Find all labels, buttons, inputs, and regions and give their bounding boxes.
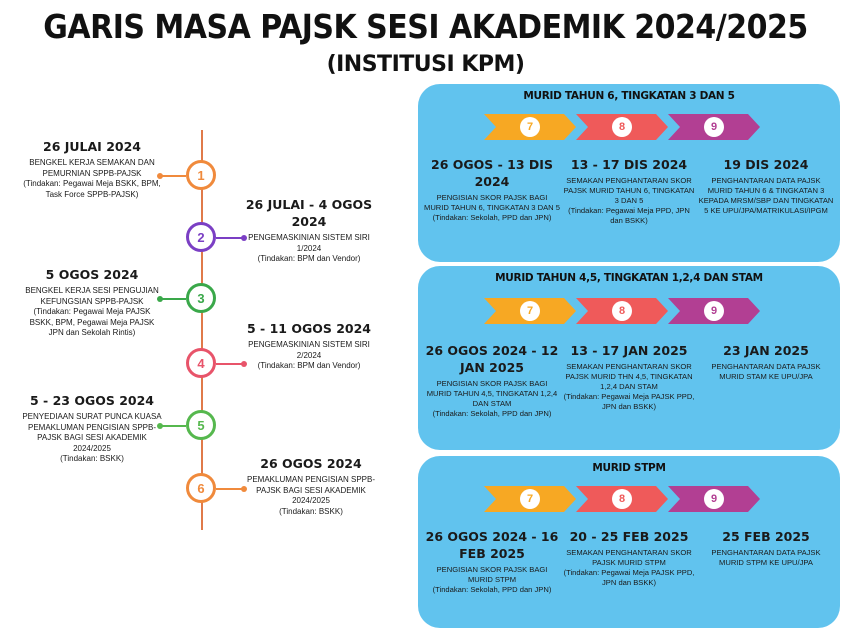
column-date: 13 - 17 JAN 2025: [570, 343, 688, 358]
connector-3: [160, 298, 186, 300]
node-number: 3: [197, 290, 205, 306]
item-desc: BENGKEL KERJA SESI PENGUJIAN KEFUNGSIAN SPPB-PAJSK: [25, 286, 159, 306]
item-action: (Tindakan: BSKK): [279, 506, 343, 516]
node-number: 4: [197, 355, 205, 371]
item-desc: PEMAKLUMAN PENGISIAN SPPB-PAJSK BAGI SESI AKADEMIK 2024/2025: [246, 475, 376, 505]
column-action: (Tindakan: Sekolah, PPD dan JPN): [432, 409, 552, 418]
node-number: 5: [197, 417, 205, 433]
panel-column-2: [561, 342, 697, 412]
column-desc: PENGISIAN SKOR PAJSK BAGI MURID TAHUN 4,5, TINGKATAN 1,2,4 DAN STAM: [426, 379, 558, 408]
node-number: 1: [197, 167, 205, 183]
column-date: 13 - 17 DIS 2024: [570, 157, 688, 172]
connector-4: [216, 363, 244, 365]
step-number: 8: [612, 301, 632, 321]
item-date: 5 - 23 OGOS 2024: [30, 393, 154, 408]
column-desc: SEMAKAN PENGHANTARAN SKOR PAJSK MURID THN 4,5, TINGKATAN 1,2,4 DAN STAM: [565, 362, 693, 391]
step-number: 9: [704, 117, 724, 137]
panel-title: MURID STPM: [592, 462, 666, 474]
step-number: 8: [612, 489, 632, 509]
item-date: 26 JULAI 2024: [43, 139, 141, 154]
step-9-arrow: [668, 298, 760, 324]
column-desc: PENGISIAN SKOR PAJSK BAGI MURID STPM: [436, 565, 548, 584]
node-number: 2: [197, 229, 205, 245]
panel-column-1: [424, 528, 560, 595]
timeline-item-6: [238, 455, 384, 517]
column-desc: PENGISIAN SKOR PAJSK BAGI MURID TAHUN 6, TINGKATAN 3 DAN 5: [424, 193, 561, 212]
column-date: 23 JAN 2025: [723, 343, 809, 358]
panel-column-3: [698, 528, 834, 568]
item-date: 5 - 11 OGOS 2024: [247, 321, 371, 336]
step-8-arrow: [576, 114, 668, 140]
column-action: (Tindakan: Sekolah, PPD dan JPN): [432, 585, 552, 594]
item-date: 5 OGOS 2024: [45, 267, 139, 282]
panel-column-1: [424, 342, 560, 419]
column-action: (Tindakan: Pegawai Meja PAJSK PPD, JPN dan BSKK): [563, 568, 695, 587]
panel-title: MURID TAHUN 6, TINGKATAN 3 DAN 5: [523, 90, 735, 102]
column-desc: SEMAKAN PENGHANTARAN SKOR PAJSK MURID TAHUN 6, TINGKATAN 3 DAN 5: [563, 176, 695, 205]
item-desc: PENYEDIAAN SURAT PUNCA KUASA PEMAKLUMAN PENGISIAN SPPB-PAJSK BAGI SESI AKADEMIK 2024/2025: [22, 412, 162, 453]
column-date: 26 OGOS - 13 DIS 2024: [431, 157, 553, 189]
node-number: 6: [197, 480, 205, 496]
panel-stpm: [418, 456, 840, 628]
page-title: GARIS MASA PAJSK SESI AKADEMIK 2024/2025: [43, 8, 808, 47]
timeline-item-5: [22, 392, 162, 465]
step-number: 7: [520, 117, 540, 137]
item-action: (Tindakan: Pegawai Meja PAJSK BSKK, BPM, Pegawai Meja PAJSK JPN dan Sekolah Rintis): [29, 307, 155, 337]
panel-tahun-6: [418, 84, 840, 262]
column-action: (Tindakan: Sekolah, PPD dan JPN): [432, 213, 552, 222]
panel-column-3: [698, 156, 834, 216]
step-7-arrow: [484, 486, 576, 512]
column-desc: PENGHANTARAN DATA PAJSK MURID STAM KE UPU/JPA: [711, 362, 821, 381]
column-desc: SEMAKAN PENGHANTARAN SKOR PAJSK MURID STPM: [566, 548, 692, 567]
panel-column-1: [424, 156, 560, 223]
step-9-arrow: [668, 486, 760, 512]
column-date: 19 DIS 2024: [723, 157, 809, 172]
item-desc: PENGEMASKINIAN SISTEM SIRI 1/2024: [248, 233, 370, 253]
item-action: (Tindakan: Pegawai Meja BSKK, BPM, Task Force SPPB-PAJSK): [23, 179, 161, 199]
timeline-item-2: [244, 196, 374, 265]
connector-1: [160, 175, 186, 177]
timeline-item-1: [22, 138, 162, 200]
timeline-node-6: [186, 473, 216, 503]
panel-column-2: [561, 156, 697, 226]
step-9-arrow: [668, 114, 760, 140]
timeline-node-2: [186, 222, 216, 252]
step-number: 8: [612, 117, 632, 137]
page-subtitle: (INSTITUSI KPM): [326, 52, 525, 77]
column-date: 26 OGOS 2024 - 12 JAN 2025: [425, 343, 559, 375]
column-date: 26 OGOS 2024 - 16 FEB 2025: [425, 529, 559, 561]
panel-tahun-4-5: [418, 266, 840, 450]
column-date: 25 FEB 2025: [722, 529, 810, 544]
step-number: 7: [520, 489, 540, 509]
timeline-node-5: [186, 410, 216, 440]
timeline-node-1: [186, 160, 216, 190]
panel-title: MURID TAHUN 4,5, TINGKATAN 1,2,4 DAN STAM: [495, 272, 763, 284]
connector-2: [216, 237, 244, 239]
item-desc: PENGEMASKINIAN SISTEM SIRI 2/2024: [248, 340, 370, 360]
timeline-node-3: [186, 283, 216, 313]
step-8-arrow: [576, 486, 668, 512]
step-number: 7: [520, 301, 540, 321]
step-number: 9: [704, 489, 724, 509]
item-action: (Tindakan: BSKK): [60, 454, 124, 463]
column-desc: PENGHANTARAN DATA PAJSK MURID TAHUN 6 & TINGKATAN 3 KEPADA MRSM/SBP DAN TINGKATAN 5 KE UPU/JPA/MATRIKULASI/IPGM: [698, 176, 834, 215]
column-action: (Tindakan: Pegawai Meja PAJSK PPD, JPN dan BSKK): [563, 392, 695, 411]
item-date: 26 OGOS 2024: [260, 456, 362, 471]
timeline-line: [201, 130, 203, 530]
step-7-arrow: [484, 298, 576, 324]
panel-column-3: [698, 342, 834, 382]
panel-column-2: [561, 528, 697, 588]
item-desc: BENGKEL KERJA SEMAKAN DAN PEMURNIAN SPPB-PAJSK: [29, 158, 155, 178]
connector-5: [160, 425, 186, 427]
item-action: (Tindakan: BPM dan Vendor): [257, 361, 361, 370]
step-number: 9: [704, 301, 724, 321]
timeline-item-3: [22, 266, 162, 339]
timeline-item-4: [244, 320, 374, 372]
column-date: 20 - 25 FEB 2025: [569, 529, 689, 544]
item-date: 26 JULAI - 4 OGOS 2024: [245, 197, 373, 229]
item-action: (Tindakan: BPM dan Vendor): [257, 254, 361, 263]
column-desc: PENGHANTARAN DATA PAJSK MURID STPM KE UPU/JPA: [711, 548, 821, 567]
column-action: (Tindakan: Pegawai Meja PPD, JPN dan BSKK): [568, 206, 690, 225]
timeline-node-4: [186, 348, 216, 378]
step-8-arrow: [576, 298, 668, 324]
step-7-arrow: [484, 114, 576, 140]
